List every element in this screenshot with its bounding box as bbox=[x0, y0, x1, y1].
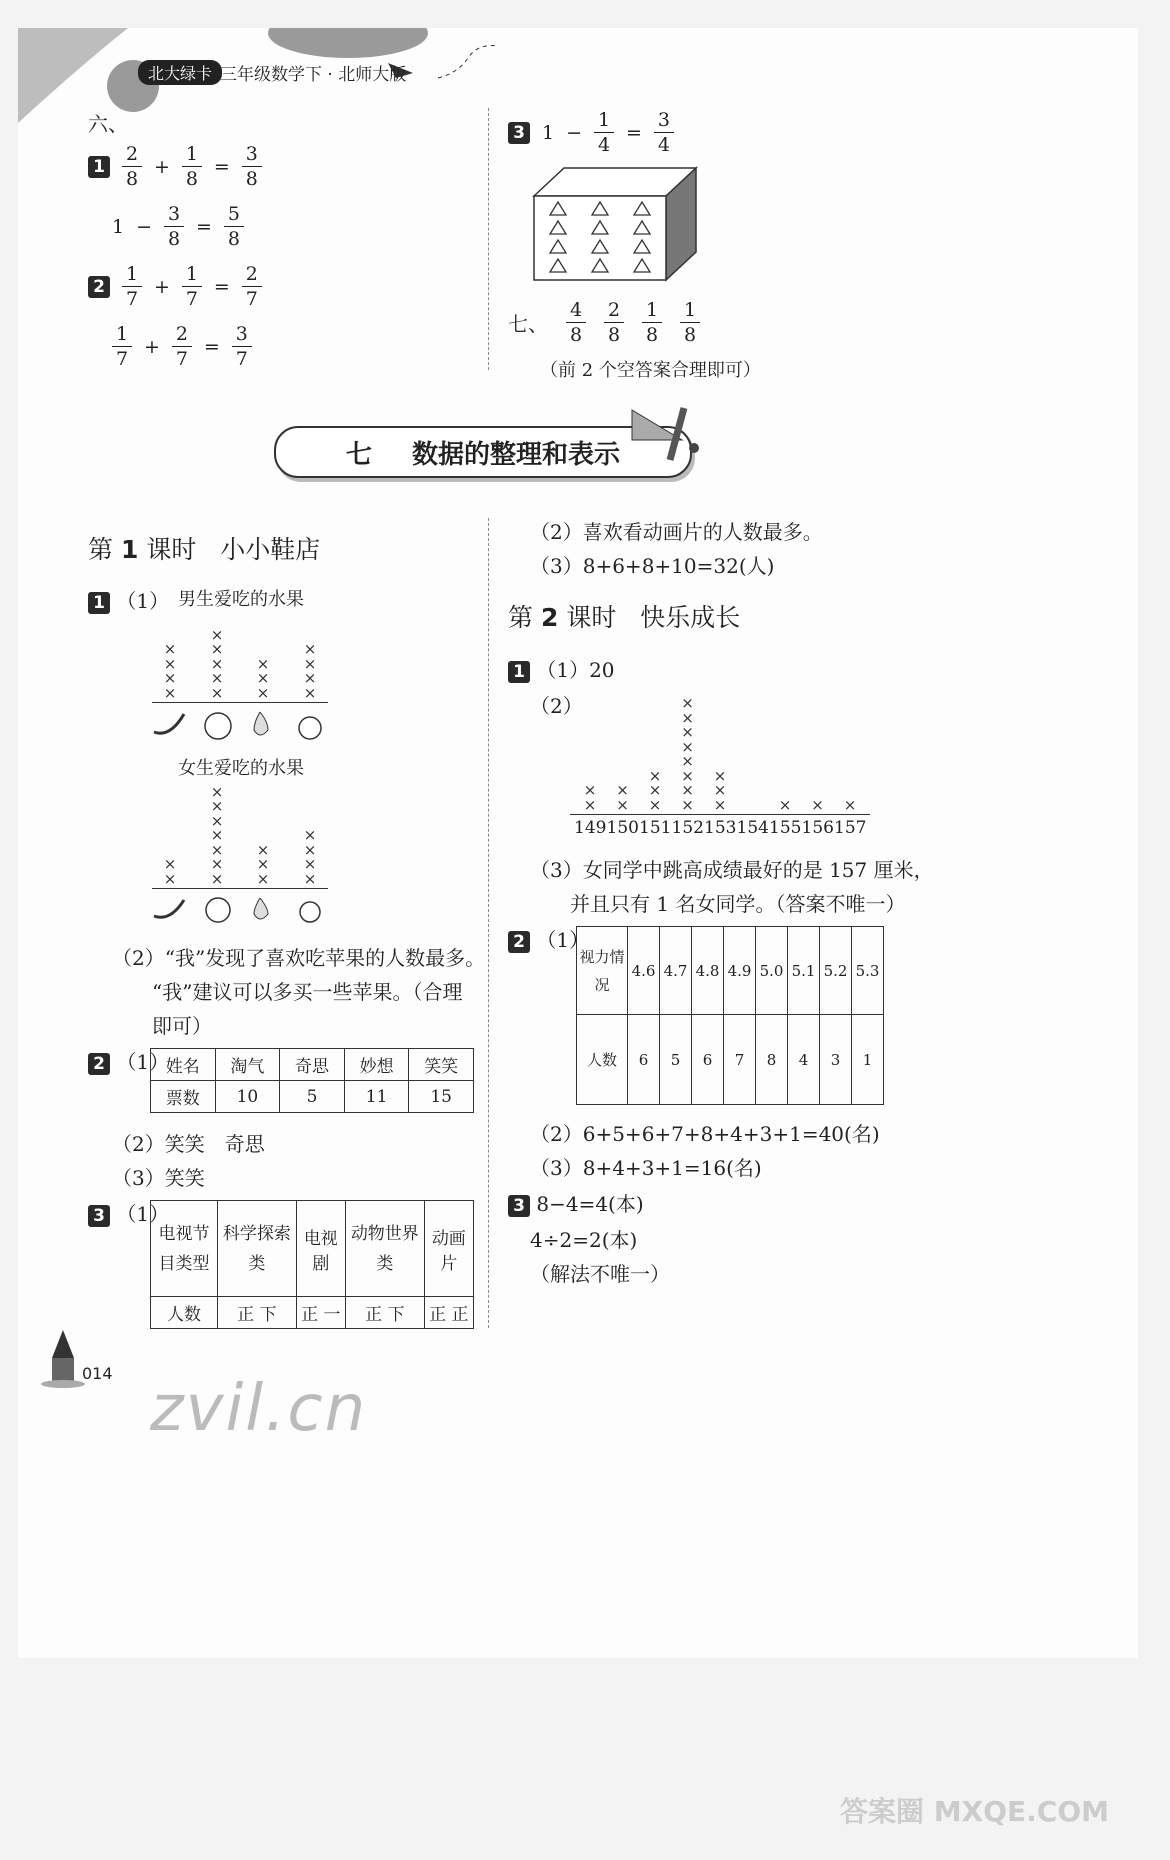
fraction: $\frac{2}{8}$ bbox=[604, 298, 624, 347]
fruit-icons bbox=[150, 894, 330, 924]
x-mark: × bbox=[210, 782, 224, 801]
box-with-triangles bbox=[528, 166, 700, 284]
x-mark: × bbox=[583, 781, 597, 799]
x-mark: × bbox=[778, 795, 792, 814]
q-number-badge: 3 bbox=[508, 122, 530, 144]
fruit-icons bbox=[150, 708, 330, 742]
x-mark: × bbox=[210, 826, 224, 844]
x-mark: × bbox=[616, 781, 629, 799]
sec6-q2-line1: 2 $\frac{1}{7}$ + $\frac{1}{7}$ = $\frac{2}{7}$ bbox=[88, 262, 262, 311]
q-number-badge: 1 bbox=[508, 661, 530, 683]
x-mark: × bbox=[616, 795, 629, 814]
x-mark: × bbox=[713, 795, 727, 814]
x-mark: × bbox=[681, 723, 694, 741]
q-number-badge: 1 bbox=[88, 156, 110, 178]
fraction: $\frac{1}{7}$ bbox=[182, 262, 202, 311]
x-mark: × bbox=[681, 737, 694, 756]
fraction: $\frac{2}{8}$ bbox=[122, 142, 142, 191]
x-mark: × bbox=[210, 840, 224, 859]
lesson2-q1-sub2: （2） bbox=[530, 694, 583, 718]
high-jump-line-plot bbox=[570, 690, 870, 840]
lesson2-q1-sub3a: （3）女同学中跳高成绩最好的是 157 厘米， bbox=[530, 858, 934, 882]
x-mark: × bbox=[583, 795, 597, 814]
x-mark: × bbox=[210, 640, 224, 658]
axis-line bbox=[152, 702, 328, 703]
fraction: $\frac{1}{8}$ bbox=[182, 142, 202, 191]
sec6-q1-line2: 1 − $\frac{3}{8}$ = $\frac{5}{8}$ bbox=[112, 202, 244, 251]
x-mark: × bbox=[303, 683, 317, 702]
x-mark: × bbox=[210, 797, 224, 815]
lesson2-q1-sub3b: 并且只有 1 名女同学。（答案不唯一） bbox=[570, 892, 906, 916]
x-mark: × bbox=[303, 826, 317, 844]
sec6-q3: 3 1 − $\frac{1}{4}$ = $\frac{3}{4}$ bbox=[508, 108, 674, 157]
tick-label: 155 bbox=[769, 818, 802, 838]
x-mark: × bbox=[163, 640, 177, 658]
lesson1-q1-sub2c: 即可） bbox=[152, 1014, 212, 1038]
x-mark: × bbox=[256, 840, 270, 859]
x-mark: × bbox=[256, 855, 270, 873]
x-mark: × bbox=[163, 654, 177, 673]
ruler-pencil-icon bbox=[622, 400, 702, 470]
tick-label: 153 bbox=[704, 818, 737, 838]
sec7-fractions: 七、 $\frac{4}{8}$ $\frac{2}{8}$ $\frac{1}{8}$ $\frac{1}{8}$ bbox=[508, 298, 700, 347]
x-mark: × bbox=[681, 752, 694, 770]
x-mark: × bbox=[210, 625, 224, 644]
tick-label: 154 bbox=[736, 818, 769, 838]
fraction: $\frac{3}{8}$ bbox=[164, 202, 184, 251]
x-mark: × bbox=[210, 654, 224, 673]
x-mark: × bbox=[256, 869, 270, 888]
lesson1-q2-sub3: （3）笑笑 bbox=[112, 1166, 205, 1190]
x-mark: × bbox=[163, 683, 177, 702]
x-mark: × bbox=[210, 869, 224, 888]
eyesight-table: 视力情况 4.6 4.7 4.8 4.9 5.0 5.1 5.2 5.3 人数 6 5 6 7 8 4 3 1 bbox=[576, 926, 884, 1105]
fraction: $\frac{2}{7}$ bbox=[172, 322, 192, 371]
sec6-q2-line2: $\frac{1}{7}$ + $\frac{2}{7}$ = $\frac{3}{7}$ bbox=[112, 322, 252, 371]
tick-label: 151 bbox=[639, 818, 672, 838]
tick-label: 156 bbox=[801, 818, 834, 838]
lesson2-q3-l1: 3 8−4=4(本) bbox=[508, 1188, 644, 1217]
lesson1-q2-sub2: （2）笑笑 奇思 bbox=[112, 1132, 265, 1156]
sec6-label: 六、 bbox=[88, 112, 128, 136]
tick-label: 152 bbox=[671, 818, 704, 838]
lesson2-q3-l2: 4÷2=2(本) bbox=[530, 1228, 638, 1252]
corner-logo: 答案圈 MXQE.COM bbox=[840, 1795, 1109, 1828]
q-number-badge: 1 bbox=[88, 592, 110, 614]
x-mark: × bbox=[210, 811, 224, 830]
watermark: zvil.cn bbox=[150, 1372, 368, 1446]
x-mark: × bbox=[303, 669, 317, 687]
lesson1-q2-sub1: 2 （1） bbox=[88, 1046, 169, 1075]
x-mark: × bbox=[303, 640, 317, 658]
x-mark: × bbox=[163, 855, 177, 873]
lesson1-q3-sub2: （2）喜欢看动画片的人数最多。 bbox=[530, 520, 823, 544]
fraction: $\frac{5}{8}$ bbox=[224, 202, 244, 251]
fraction: $\frac{3}{7}$ bbox=[232, 322, 252, 371]
x-mark: × bbox=[303, 855, 317, 873]
q-number-badge: 2 bbox=[88, 276, 110, 298]
x-mark: × bbox=[648, 766, 662, 785]
castle-icon bbox=[38, 1328, 88, 1388]
girls-plot-title: 女生爱吃的水果 bbox=[178, 758, 304, 779]
lesson1-q3-sub1: 3 （1） bbox=[88, 1198, 169, 1227]
fraction: $\frac{3}{4}$ bbox=[654, 108, 674, 157]
column-divider bbox=[488, 108, 489, 370]
lesson1-q1-sub2: （2）“我”发现了喜欢吃苹果的人数最多。 bbox=[112, 946, 486, 970]
x-mark: × bbox=[843, 795, 857, 814]
sec7-note: （前 2 个空答案合理即可） bbox=[540, 360, 761, 381]
lesson2-q2-sub3: （3）8+4+3+1=16(名) bbox=[530, 1156, 762, 1180]
q-number-badge: 3 bbox=[508, 1195, 530, 1217]
x-mark: × bbox=[713, 781, 727, 799]
tv-program-table: 电视节目类型 科学探索类 电视剧 动物世界类 动画片 人数 正 下 正 一 正 下 正 正 bbox=[150, 1200, 474, 1329]
lesson1-q1-sub2b: “我”建议可以多买一些苹果。（合理 bbox=[152, 980, 463, 1004]
column-divider bbox=[488, 518, 489, 1328]
fraction: $\frac{1}{8}$ bbox=[680, 298, 700, 347]
header-subtitle: 三年级数学下 · 北师大版 bbox=[220, 65, 407, 85]
fraction: $\frac{1}{4}$ bbox=[594, 108, 614, 157]
q-number-badge: 3 bbox=[88, 1205, 110, 1227]
x-mark: × bbox=[163, 869, 177, 888]
fraction: $\frac{1}{7}$ bbox=[122, 262, 142, 311]
page-number: 014 bbox=[82, 1364, 113, 1383]
x-mark: × bbox=[303, 654, 317, 673]
x-mark: × bbox=[210, 855, 224, 873]
x-mark: × bbox=[256, 654, 270, 673]
x-mark: × bbox=[811, 795, 824, 814]
boys-line-plot bbox=[150, 620, 330, 740]
x-mark: × bbox=[303, 840, 317, 859]
lesson1-q1-sub1: 1 （1） bbox=[88, 585, 169, 614]
fraction: $\frac{1}{8}$ bbox=[642, 298, 662, 347]
x-mark: × bbox=[681, 708, 694, 727]
x-mark: × bbox=[256, 669, 270, 687]
x-mark: × bbox=[713, 766, 727, 785]
lesson2-q1-sub1: 1 （1）20 bbox=[508, 654, 615, 683]
q-number-badge: 2 bbox=[508, 931, 530, 953]
fraction: $\frac{1}{7}$ bbox=[112, 322, 132, 371]
x-mark: × bbox=[163, 669, 177, 687]
x-mark: × bbox=[210, 683, 224, 702]
tick-label: 157 bbox=[834, 818, 867, 838]
lesson2-q3-l3: （解法不唯一） bbox=[530, 1262, 670, 1286]
lesson2-q2-sub1: 2 （1） bbox=[508, 924, 589, 953]
tick-label: 150 bbox=[606, 818, 639, 838]
axis-line bbox=[570, 814, 870, 815]
x-mark: × bbox=[681, 781, 694, 799]
boys-plot-title: 男生爱吃的水果 bbox=[178, 589, 304, 610]
votes-table: 姓名 淘气 奇思 妙想 笑笑 票数 10 5 11 15 bbox=[150, 1048, 474, 1113]
sec6-q1-line1: 1 $\frac{2}{8}$ + $\frac{1}{8}$ = $\frac{3}{8}$ bbox=[88, 142, 262, 191]
q-number-badge: 2 bbox=[88, 1053, 110, 1075]
x-mark: × bbox=[648, 781, 662, 799]
x-mark: × bbox=[648, 795, 662, 814]
unit-number: 七 bbox=[345, 439, 372, 470]
fraction: $\frac{3}{8}$ bbox=[242, 142, 262, 191]
lesson2-q2-sub2: （2）6+5+6+7+8+4+3+1=40(名) bbox=[530, 1122, 880, 1146]
lesson2-title: 第 2 课时 快乐成长 bbox=[508, 603, 741, 632]
fraction: $\frac{2}{7}$ bbox=[242, 262, 262, 311]
unit-title: 数据的整理和表示 bbox=[412, 439, 621, 470]
lesson1-title: 第 1 课时 小小鞋店 bbox=[88, 535, 321, 564]
x-mark: × bbox=[681, 766, 694, 785]
lesson1-q3-sub3: （3）8+6+8+10=32(人) bbox=[530, 554, 775, 578]
girls-line-plot bbox=[150, 782, 330, 928]
fraction: $\frac{4}{8}$ bbox=[566, 298, 586, 347]
x-mark: × bbox=[256, 683, 270, 702]
x-mark: × bbox=[681, 795, 694, 814]
x-mark: × bbox=[681, 694, 694, 712]
x-mark: × bbox=[303, 869, 317, 888]
axis-line bbox=[152, 888, 328, 889]
brand-badge: 北大绿卡 bbox=[138, 60, 222, 85]
x-mark: × bbox=[210, 669, 224, 687]
tick-label: 149 bbox=[574, 818, 607, 838]
